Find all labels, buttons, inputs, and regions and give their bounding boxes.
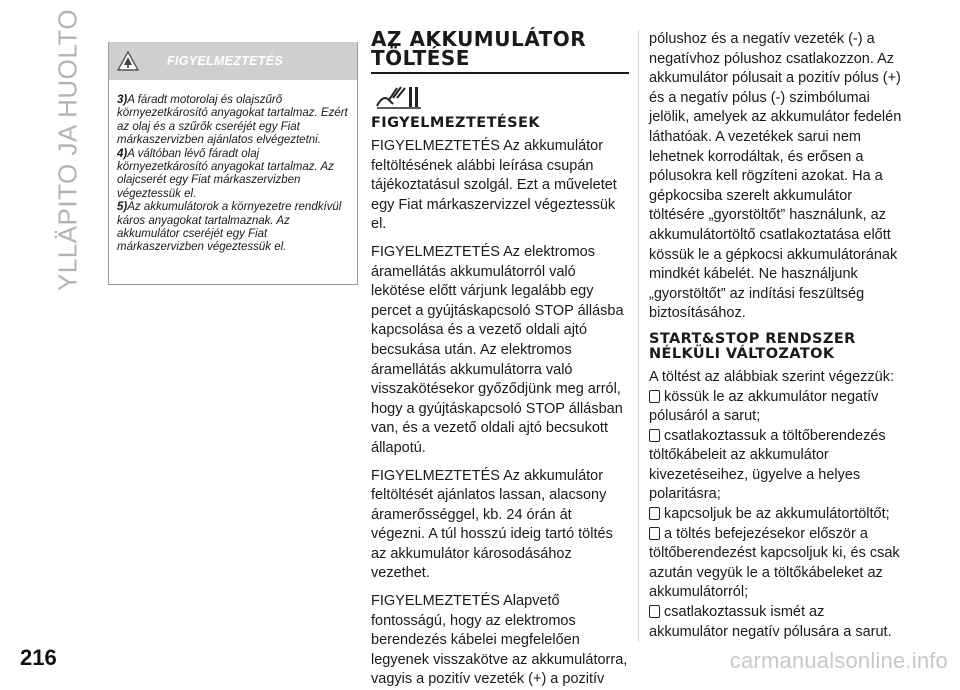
step-text: a töltés befejezésekor először a töltőberendezést kapcsoljuk ki, és csak azután vegyük le a töltőkábeleket az akkumulátorról; xyxy=(649,525,900,601)
warning-item-number: 3) xyxy=(117,94,128,106)
warning-paragraph: FIGYELMEZTETÉS Alapvető fontosságú, hogy az elektromos berendezés kábelei megfelelően legyenek visszakötve az akkumulátorra, vagyis a pozitív vezeték (+) a pozitív xyxy=(371,593,628,688)
warning-box-header xyxy=(109,42,357,80)
procedure-step xyxy=(649,388,905,427)
procedure-step xyxy=(649,603,905,642)
warnings-subheading: FIGYELMEZTETÉSEK xyxy=(371,115,540,131)
step-text: kapcsoljuk be az akkumulátortöltőt; xyxy=(664,506,890,523)
section-heading: AZ AKKUMULÁTOR TÖLTÉSE xyxy=(371,27,587,70)
warning-box xyxy=(108,42,358,285)
warning-box-body xyxy=(109,80,357,255)
right-column xyxy=(649,30,905,642)
warning-item xyxy=(117,201,351,255)
warning-item-number: 5) xyxy=(117,201,128,214)
step-text: kössük le az akkumulátor negatív pólusáról a sarut; xyxy=(649,388,879,425)
step-bullet-icon xyxy=(649,507,660,520)
procedure-heading: START&STOP RENDSZER NÉLKÜLI VÁLTOZATOK xyxy=(649,330,856,362)
step-text: csatlakoztassuk ismét az akkumulátor negatív pólusára a sarut. xyxy=(649,604,892,640)
procedure-step xyxy=(649,525,905,603)
procedure-step xyxy=(649,505,905,525)
warning-box-title: FIGYELMEZTETÉS xyxy=(167,54,284,68)
continuation-paragraph: pólushoz és a negatív vezeték (-) a negatívhoz pólushoz csatlakozzon. Az akkumulátor pólusait a pozitív pólus (+) és a negatív pólus (-) szimbólumai jelölik, amelyek az akkumulátor fedelén láthatóak. A vezetékek sarui nem lehetnek korrodáltak, és erősen a pólusokra kell rögzíteni azokat. Ha a gépkocsiba szerelt akkumulátor töltésére „gyorstöltőt” használunk, az akkumulátortöltő csatlakoztatása előtt kössük le a gépkocsi akkumulátorának mindkét kábelét. Ne használjunk „gyorstöltőt” az indítási feszültség biztosításához. xyxy=(649,31,902,322)
page-number: 216 xyxy=(20,645,57,670)
step-text: csatlakoztassuk a töltőberendezés töltőkábeleit az akkumulátor kivezetéseihez, ügyelve a helyes polaritásra; xyxy=(649,427,886,503)
watermark: carmanualsonline.info xyxy=(729,648,948,673)
heading-rule xyxy=(371,72,629,74)
step-bullet-icon xyxy=(649,429,660,442)
warning-paragraph: FIGYELMEZTETÉS Az akkumulátor feltöltésének alábbi leírása csupán tájékoztatásul szolgál. Ezt a műveletet egy Fiat márkaszervizzel végeztessük el. xyxy=(371,138,617,233)
environment-warning-icon xyxy=(117,51,139,71)
warning-item-text: Az akkumulátorok a környezetre rendkívül káros anyagokat tartalmaznak. Az akkumulátor cseréjét egy Fiat márkaszervizben végeztessük el. xyxy=(117,201,342,254)
warning-paragraph: FIGYELMEZTETÉS Az elektromos áramellátás akkumulátorról való lekötése előtt várjunk legalább egy percet a gyújtáskapcsoló STOP állásba kapcsolása és a vezető oldali ajtó becsukása után. Az elektromos áramellátás akkumulátorra való visszakötésekor győződjünk meg arról, hogy a gyújtáskapcsoló STOP állásban van, és a vezető oldali ajtó becsukott állapotú. xyxy=(371,243,624,456)
warning-paragraph: FIGYELMEZTETÉS Az akkumulátor feltöltését ajánlatos lassan, alacsony áramerősséggel, kb. 24 órán át végezni. A túl hosszú ideig tartó töltés az akkumulátor károsodásához vezethet. xyxy=(371,467,613,582)
warning-item xyxy=(117,94,351,148)
middle-column xyxy=(371,27,629,690)
warning-item-text: A váltóban lévő fáradt olaj környezetkárosító anyagokat tartalmaz. Az olajcserét egy Fiat márkaszervizben végeztessük el. xyxy=(117,147,334,200)
warning-item xyxy=(117,148,351,202)
step-bullet-icon xyxy=(649,390,660,403)
column-divider xyxy=(638,30,639,642)
procedure-step xyxy=(649,427,905,505)
procedure-intro: A töltést az alábbiak szerint végezzük: xyxy=(649,368,895,385)
section-side-title: YLLÄPITO JA HUOLTO xyxy=(52,8,83,292)
step-bullet-icon xyxy=(649,605,660,618)
step-bullet-icon xyxy=(649,527,660,540)
warning-item-text: A fáradt motorolaj és olajszűrő környezetkárosító anyagokat tartalmaz. Ezért az olaj és a szűrők cseréjét egy Fiat márkaszervizben ajánlatos elvégeztetni. xyxy=(117,94,348,147)
warning-item-number: 4) xyxy=(117,147,128,160)
caution-hand-icon xyxy=(375,84,423,110)
